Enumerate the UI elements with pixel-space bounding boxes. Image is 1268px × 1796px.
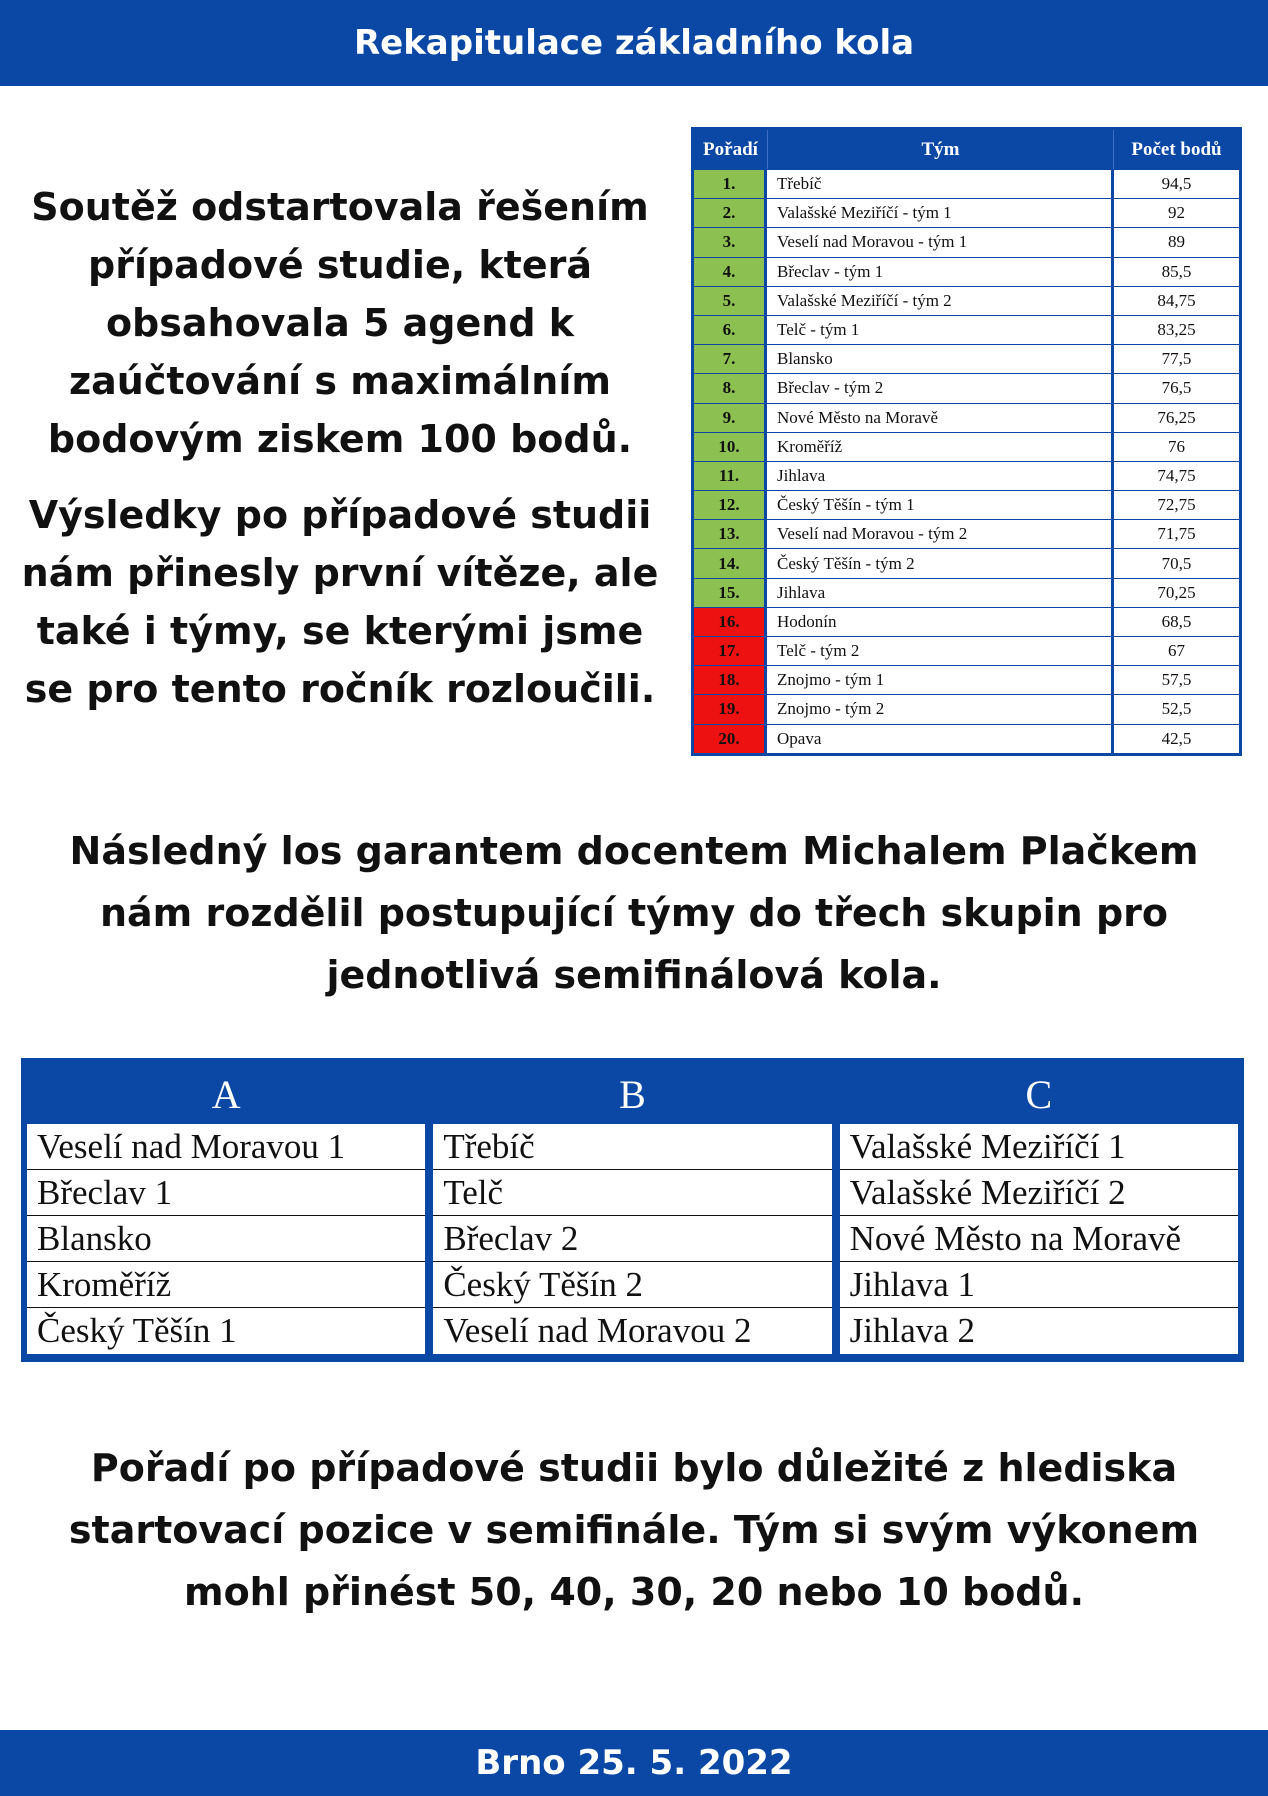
intro-text	[10, 178, 670, 718]
ranking-cell-points: 68,5	[1161, 611, 1192, 631]
ranking-cell-team: Nové Město na Moravě	[767, 404, 1114, 432]
ranking-cell-team: Český Těšín - tým 1	[767, 491, 1114, 519]
header-bar	[0, 0, 1268, 86]
group-header: A	[211, 1071, 241, 1117]
bottom-text: Pořadí po případové studii bylo důležité z hlediska startovací pozice v semifinále. Tým si svým výkonem mohl přinést 50, 40, 30, 20 nebo 10 bodů.	[68, 1446, 1200, 1614]
ranking-cell-pos: 9.	[694, 404, 767, 432]
ranking-cell-team: Valašské Meziříčí - tým 2	[767, 287, 1114, 315]
table-row	[694, 636, 1239, 665]
ranking-cell-points: 70,5	[1161, 553, 1192, 573]
table-row	[694, 169, 1239, 198]
ranking-cell-points: 85,5	[1161, 261, 1192, 281]
group-team-cell: Veselí nad Moravou 1	[27, 1124, 425, 1170]
footer-bar	[0, 1730, 1268, 1796]
table-row	[694, 724, 1239, 753]
ranking-cell-pos: 3.	[694, 228, 767, 256]
ranking-cell-team: Jihlava	[767, 579, 1114, 607]
intro-paragraph-2: Výsledky po případové studii nám přinesly první vítěze, ale také i týmy, se kterými jsme se pro tento ročník rozloučili.	[21, 493, 659, 711]
group-team-cell: Blansko	[27, 1216, 425, 1262]
group-team-cell: Kroměříž	[27, 1262, 425, 1308]
ranking-cell-points: 74,75	[1157, 465, 1196, 485]
ranking-cell-team: Znojmo - tým 2	[767, 695, 1114, 723]
ranking-cell-team: Opava	[767, 725, 1114, 753]
intro-paragraph-1: Soutěž odstartovala řešením případové studie, která obsahovala 5 agend k zaúčtování s maximálním bodovým ziskem 100 bodů.	[31, 185, 649, 461]
ranking-cell-points: 42,5	[1161, 728, 1192, 748]
ranking-cell-team: Břeclav - tým 2	[767, 374, 1114, 402]
table-row	[694, 578, 1239, 607]
ranking-cell-team: Český Těšín - tým 2	[767, 549, 1114, 577]
group-team-cell: Telč	[433, 1170, 831, 1216]
ranking-cell-team: Veselí nad Moravou - tým 2	[767, 520, 1114, 548]
table-row	[694, 432, 1239, 461]
group-team-cell: Český Těšín 2	[433, 1262, 831, 1308]
ranking-cell-team: Znojmo - tým 1	[767, 666, 1114, 694]
ranking-cell-points: 72,75	[1157, 495, 1196, 515]
ranking-cell-points: 83,25	[1157, 320, 1196, 340]
group-team-cell: Břeclav 2	[433, 1216, 831, 1262]
table-row	[694, 344, 1239, 373]
ranking-cell-team: Veselí nad Moravou - tým 1	[767, 228, 1114, 256]
group-column-a	[27, 1064, 425, 1356]
ranking-cell-pos: 4.	[694, 258, 767, 286]
ranking-cell-pos: 13.	[694, 520, 767, 548]
ranking-cell-team: Kroměříž	[767, 433, 1114, 461]
ranking-cell-team: Břeclav - tým 1	[767, 258, 1114, 286]
ranking-cell-points: 94,5	[1161, 174, 1192, 194]
group-team-cell: Břeclav 1	[27, 1170, 425, 1216]
ranking-cell-team: Telč - tým 1	[767, 316, 1114, 344]
ranking-cell-pos: 18.	[694, 666, 767, 694]
group-header: C	[1025, 1071, 1053, 1117]
ranking-cell-points: 84,75	[1157, 290, 1196, 310]
ranking-cell-points: 70,25	[1157, 582, 1196, 602]
ranking-cell-pos: 15.	[694, 579, 767, 607]
ranking-cell-team: Blansko	[767, 345, 1114, 373]
ranking-cell-points: 57,5	[1161, 670, 1192, 690]
ranking-cell-pos: 6.	[694, 316, 767, 344]
table-row	[694, 227, 1239, 256]
page-title: Rekapitulace základního kola	[353, 23, 915, 63]
ranking-cell-pos: 17.	[694, 637, 767, 665]
ranking-cell-points: 92	[1168, 203, 1185, 223]
ranking-cell-pos: 5.	[694, 287, 767, 315]
ranking-cell-pos: 7.	[694, 345, 767, 373]
ranking-cell-points: 67	[1168, 641, 1185, 661]
group-team-cell: Valašské Meziříčí 1	[840, 1124, 1238, 1170]
ranking-cell-team: Jihlava	[767, 462, 1114, 490]
ranking-cell-pos: 16.	[694, 608, 767, 636]
table-row	[694, 198, 1239, 227]
group-team-cell: Nové Město na Moravě	[840, 1216, 1238, 1262]
ranking-cell-pos: 12.	[694, 491, 767, 519]
draw-text: Následný los garantem docentem Michalem Plačkem nám rozdělil postupující týmy do třech skupin pro jednotlivá semifinálová kola.	[69, 829, 1199, 997]
ranking-table-body	[694, 169, 1239, 753]
group-column-c	[840, 1064, 1238, 1356]
ranking-cell-points: 77,5	[1161, 349, 1192, 369]
table-row	[694, 490, 1239, 519]
ranking-cell-team: Valašské Meziříčí - tým 1	[767, 199, 1114, 227]
group-team-cell: Jihlava 1	[840, 1262, 1238, 1308]
groups-table	[21, 1058, 1244, 1362]
table-row	[694, 257, 1239, 286]
table-row	[694, 607, 1239, 636]
table-row	[694, 286, 1239, 315]
ranking-cell-pos: 19.	[694, 695, 767, 723]
group-header: B	[619, 1071, 646, 1117]
table-row	[694, 403, 1239, 432]
ranking-cell-pos: 2.	[694, 199, 767, 227]
ranking-cell-team: Telč - tým 2	[767, 637, 1114, 665]
table-row	[694, 461, 1239, 490]
footer-date: Brno 25. 5. 2022	[475, 1743, 793, 1783]
ranking-cell-points: 71,75	[1157, 524, 1196, 544]
ranking-cell-pos: 11.	[694, 462, 767, 490]
ranking-cell-pos: 1.	[694, 170, 767, 198]
ranking-cell-pos: 20.	[694, 725, 767, 753]
header-team: Tým	[767, 130, 1114, 169]
table-row	[694, 519, 1239, 548]
ranking-table-header	[694, 130, 1239, 169]
group-team-cell: Veselí nad Moravou 2	[433, 1308, 831, 1354]
group-team-cell: Třebíč	[433, 1124, 831, 1170]
ranking-table	[691, 127, 1242, 756]
ranking-cell-points: 76	[1168, 436, 1185, 456]
table-row	[694, 694, 1239, 723]
group-column-b	[433, 1064, 831, 1356]
ranking-cell-points: 76,5	[1161, 378, 1192, 398]
group-team-cell: Jihlava 2	[840, 1308, 1238, 1354]
table-row	[694, 665, 1239, 694]
ranking-cell-points: 52,5	[1161, 699, 1192, 719]
ranking-cell-pos: 10.	[694, 433, 767, 461]
group-team-cell: Valašské Meziříčí 2	[840, 1170, 1238, 1216]
ranking-cell-team: Hodonín	[767, 608, 1114, 636]
header-points: Počet bodů	[1131, 138, 1222, 160]
ranking-cell-pos: 8.	[694, 374, 767, 402]
ranking-cell-team: Třebíč	[767, 170, 1114, 198]
ranking-cell-points: 89	[1168, 232, 1185, 252]
table-row	[694, 373, 1239, 402]
ranking-cell-pos: 14.	[694, 549, 767, 577]
group-team-cell: Český Těšín 1	[27, 1308, 425, 1354]
table-row	[694, 315, 1239, 344]
ranking-cell-points: 76,25	[1157, 407, 1196, 427]
table-row	[694, 548, 1239, 577]
header-position: Pořadí	[703, 138, 758, 160]
